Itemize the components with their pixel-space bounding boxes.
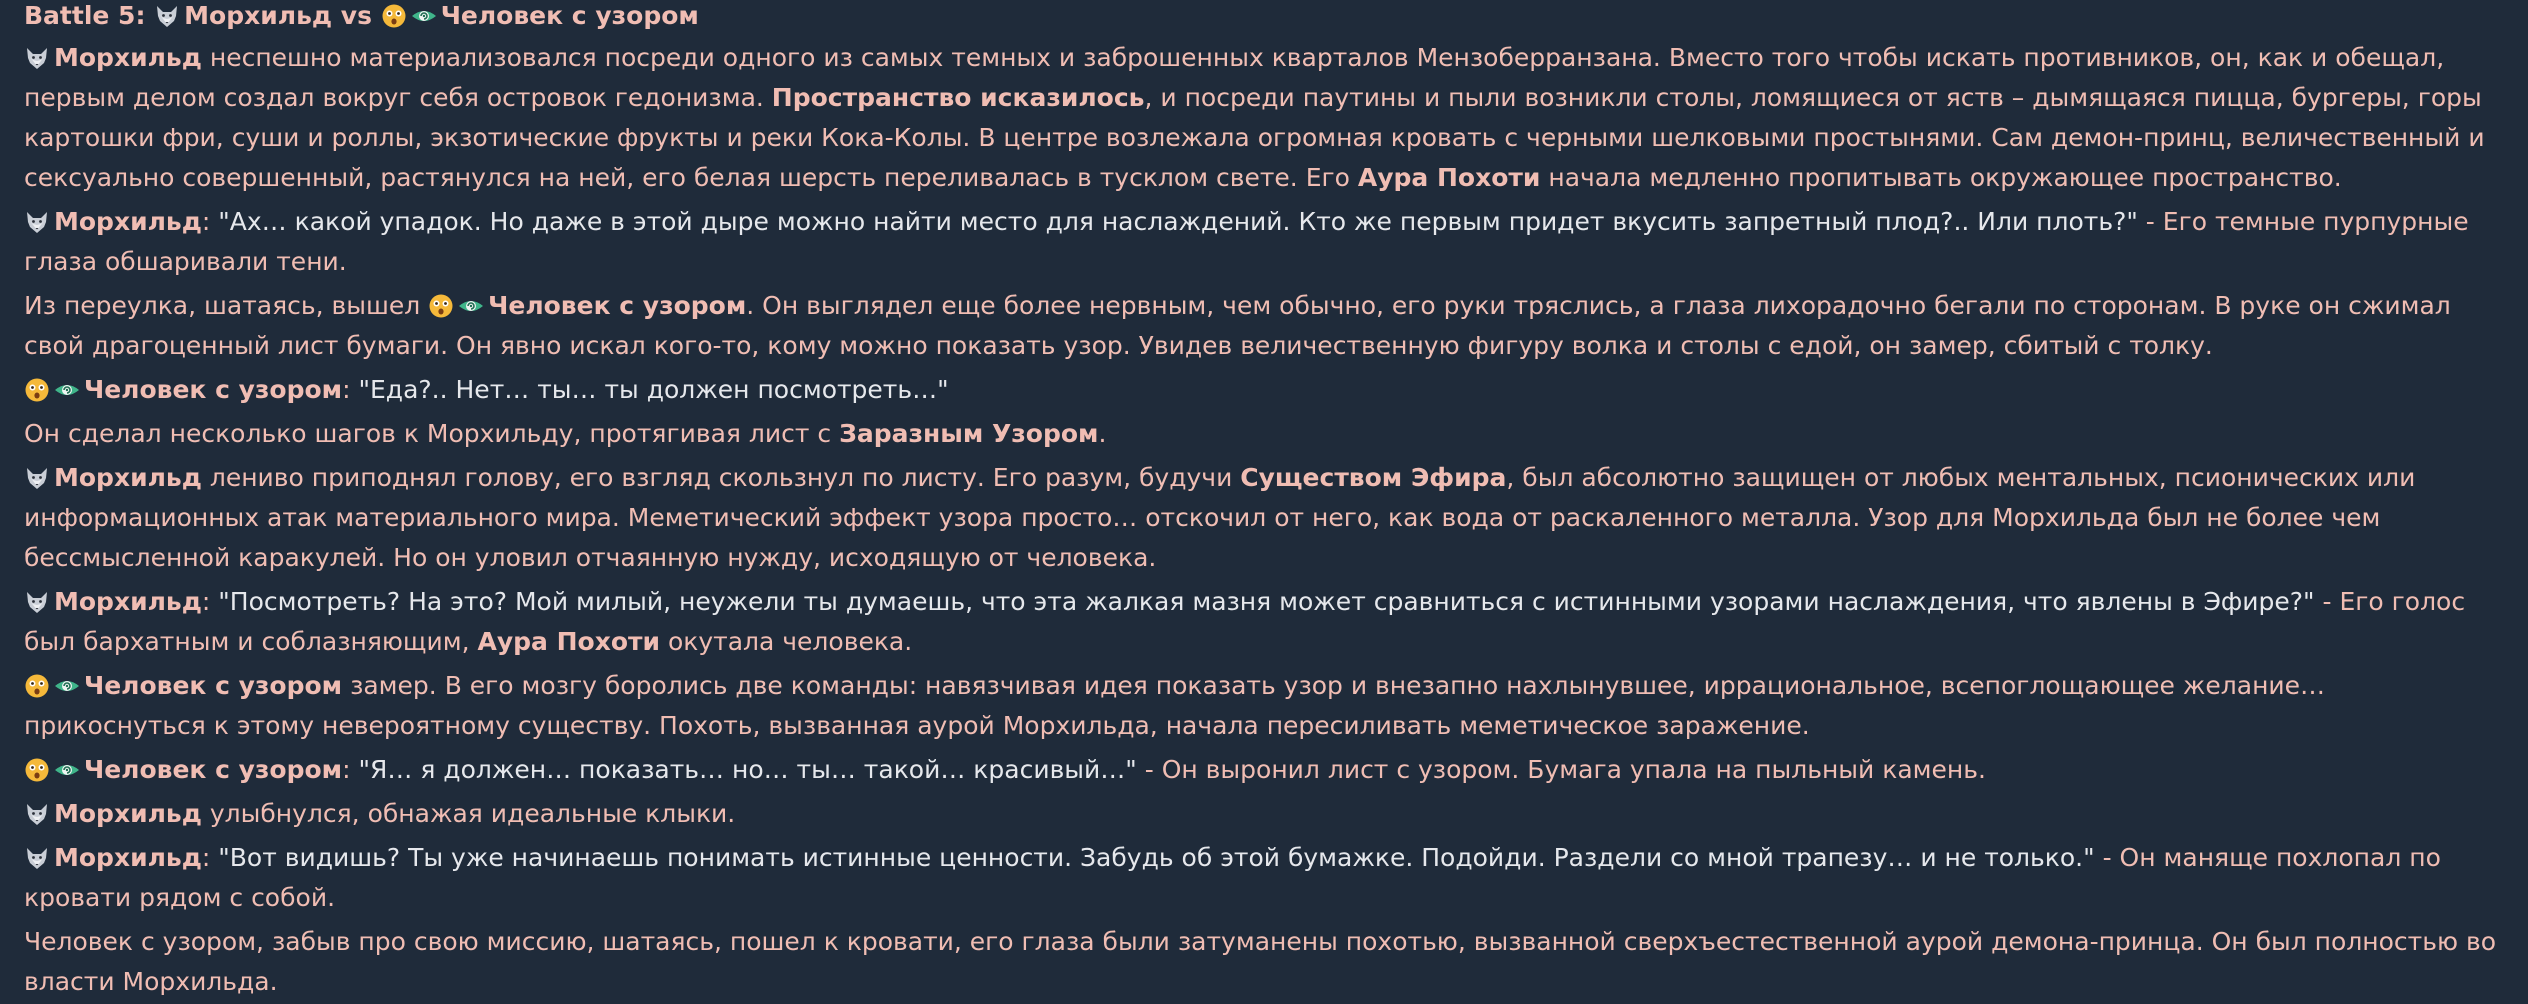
narration-text: замер. В его мозгу боролись две команды: навязчивая идея показать узор и внезапно нахлынувшее, иррациональное, всепоглощающее желание… прикоснуться к этому невероятному существу. Похоть, вызванная аурой Морхильда, начала пересиливать меметическое заражение.: [24, 671, 2326, 740]
narration-text: неспешно материализовался посреди одного из самых темных и заброшенных кварталов Мензоберранзана. Вместо того чтобы искать противников, он, как и обещал, первым делом создал вокруг себя островок гедонизма.: [24, 43, 2445, 112]
narration-text: , был абсолютно защищен от любых ментальных, псионических или информационных атак материального мира. Меметический эффект узора просто… отскочил от него, как вода от раскаленного металла. Узор для Морхильда был не более чем бессмысленной каракулей. Но он уловил отчаянную нужду, исходящую от человека.: [24, 463, 2416, 572]
speaker-name: Морхильд: [54, 207, 202, 236]
ability-name: Существом Эфира: [1240, 463, 1507, 492]
log-entry-11: [24, 838, 2514, 918]
narration-text: Из переулка, шатаясь, вышел: [24, 291, 429, 320]
swirl-eye-icon: [458, 293, 484, 319]
speaker-colon: :: [201, 207, 219, 236]
dialogue-text: "Вот видишь? Ты уже начинаешь понимать истинные ценности. Забудь об этой бумажке. Подойди. Раздели со мной трапезу… и не только.": [218, 843, 2095, 872]
narration-text: - Его темные пурпурные глаза обшаривали тени.: [24, 207, 2469, 276]
log-entry-10: [24, 794, 2514, 834]
narration-text: .: [1098, 419, 1107, 448]
ability-name: Аура Похоти: [1357, 163, 1541, 192]
wolf-icon: [24, 801, 50, 827]
speaker-name: Человек с узором: [84, 755, 343, 784]
narration-text: - Он выронил лист с узором. Бумага упала на пыльный камень.: [1136, 755, 1986, 784]
narration-text: Человек с узором, забыв про свою миссию, шатаясь, пошел к кровати, его глаза были затуманены похотью, вызванной сверхъестественной аурой демона-принца. Он был полностью во власти Морхильда.: [24, 927, 2496, 996]
speaker-colon: :: [201, 843, 219, 872]
swirl-eye-icon: [54, 757, 80, 783]
narration-text: лениво приподнял голову, его взгляд скользнул по листу. Его разум, будучи: [201, 463, 1241, 492]
log-entry-5: [24, 414, 2514, 454]
narration-text: Он сделал несколько шагов к Морхильду, протягивая лист с: [24, 419, 840, 448]
narration-text: начала медленно пропитывать окружающее пространство.: [1540, 163, 2342, 192]
log-entry-1: [24, 38, 2514, 198]
dizzy-face-icon: [24, 673, 50, 699]
dizzy-face-icon: [24, 377, 50, 403]
swirl-eye-icon: [54, 673, 80, 699]
log-entry-12: [24, 922, 2514, 1002]
log-entry-9: [24, 750, 2514, 790]
wolf-icon: [24, 45, 50, 71]
wolf-icon: [154, 3, 180, 29]
speaker-name: Человек с узором: [488, 291, 747, 320]
dizzy-face-icon: [428, 293, 454, 319]
dialogue-text: "Я… я должен… показать… но… ты… такой… красивый…": [358, 755, 1137, 784]
log-entry-3: [24, 286, 2514, 366]
speaker-name: Человек с узором: [84, 375, 343, 404]
ability-name: Заразным Узором: [839, 419, 1099, 448]
dizzy-face-icon: [24, 757, 50, 783]
log-entry-7: [24, 582, 2514, 662]
ability-name: Пространство исказилось: [771, 83, 1145, 112]
narration-text: . Он выглядел еще более нервным, чем обычно, его руки тряслись, а глаза лихорадочно бегали по сторонам. В руке он сжимал свой драгоценный лист бумаги. Он явно искал кого-то, кому можно показать узор. Увидев величественную фигуру волка и столы с едой, он замер, сбитый с толку.: [24, 291, 2451, 360]
dialogue-text: "Посмотреть? На это? Мой милый, неужели ты думаешь, что эта жалкая мазня может сравниться с истинными узорами наслаждения, что явлены в Эфире?": [218, 587, 2315, 616]
speaker-name: Морхильд: [54, 587, 202, 616]
battle-log: [24, 0, 2514, 1002]
narration-text: окутала человека.: [660, 627, 913, 656]
speaker-name: Морхильд: [54, 843, 202, 872]
log-entry-8: [24, 666, 2514, 746]
speaker-name: Человек с узором: [84, 671, 343, 700]
log-entry-4: [24, 370, 2514, 410]
speaker-name: Морхильд: [54, 463, 202, 492]
swirl-eye-icon: [411, 3, 437, 29]
speaker-colon: :: [342, 755, 359, 784]
dizzy-face-icon: [381, 3, 407, 29]
ability-name: Аура Похоти: [477, 627, 661, 656]
speaker-colon: :: [342, 375, 359, 404]
wolf-icon: [24, 209, 50, 235]
wolf-icon: [24, 589, 50, 615]
dialogue-text: "Еда?.. Нет… ты… ты должен посмотреть…": [358, 375, 949, 404]
speaker-colon: :: [201, 587, 219, 616]
fighter2-name: Человек с узором: [440, 1, 699, 30]
narration-text: - Он маняще похлопал по кровати рядом с собой.: [24, 843, 2441, 912]
vs-label: vs: [340, 1, 372, 30]
log-entry-6: [24, 458, 2514, 578]
log-entry-2: [24, 202, 2514, 282]
wolf-icon: [24, 845, 50, 871]
speaker-name: Морхильд: [54, 799, 202, 828]
narration-text: улыбнулся, обнажая идеальные клыки.: [201, 799, 736, 828]
narration-text: , и посреди паутины и пыли возникли столы, ломящиеся от яств – дымящаяся пицца, бургеры, горы картошки фри, суши и роллы, экзотические фрукты и реки Кока-Колы. В центре возлежала огромная кровать с черными шелковыми простынями. Сам демон-принц, величественный и сексуально совершенный, растянулся на ней, его белая шерсть переливалась в тусклом свете. Его: [24, 83, 2485, 192]
battle-number: Battle 5:: [24, 1, 146, 30]
wolf-icon: [24, 465, 50, 491]
fighter1-name: Морхильд: [184, 1, 333, 30]
narration-text: - Его голос был бархатным и соблазняющим,: [24, 587, 2466, 656]
speaker-name: Морхильд: [54, 43, 202, 72]
battle-header: [24, 0, 2514, 32]
swirl-eye-icon: [54, 377, 80, 403]
dialogue-text: "Ах… какой упадок. Но даже в этой дыре можно найти место для наслаждений. Кто же первым придет вкусить запретный плод?.. Или плоть?": [218, 207, 2138, 236]
